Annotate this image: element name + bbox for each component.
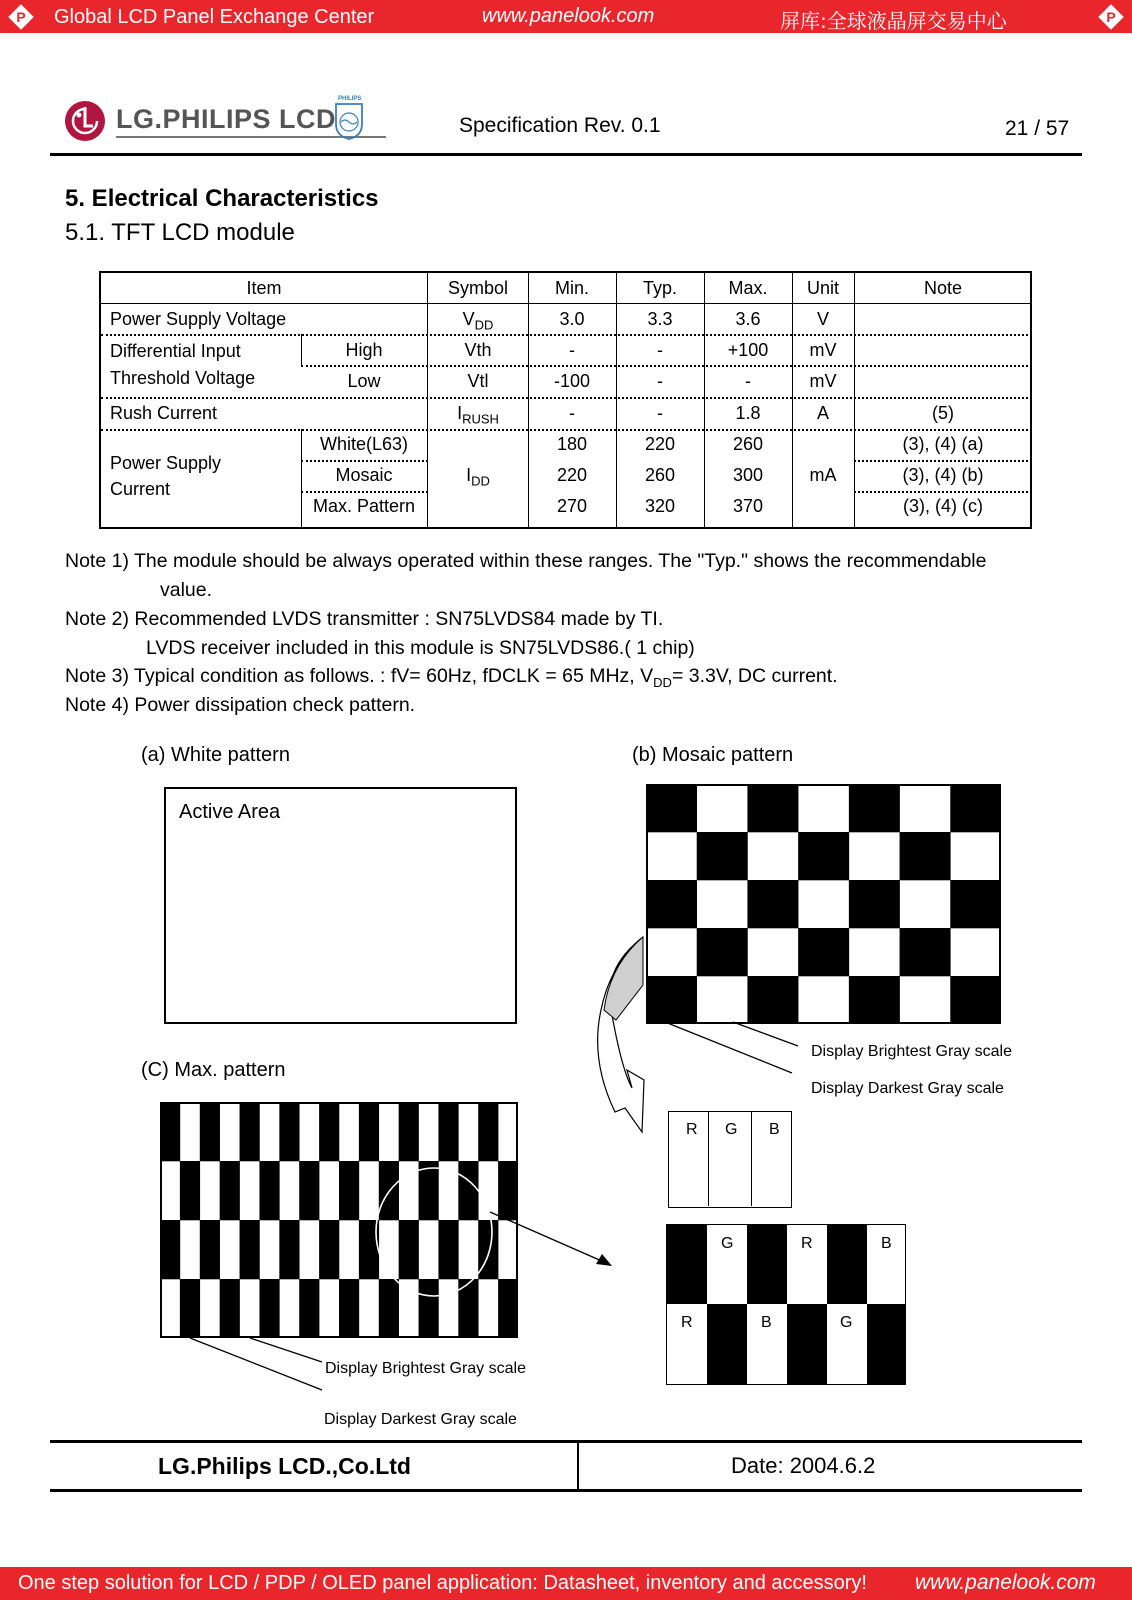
max-pattern-label: (C) Max. pattern bbox=[141, 1059, 286, 1081]
banner-url-link[interactable]: www.panelook.com bbox=[482, 5, 655, 27]
rgb-detail-grid bbox=[666, 1224, 906, 1385]
pattern-cell bbox=[747, 784, 798, 832]
footer-date: Date: 2004.6.2 bbox=[731, 1453, 876, 1478]
table-cell: mV bbox=[809, 371, 837, 391]
pattern-cell bbox=[798, 832, 849, 880]
logo-text: LG.PHILIPS LCD bbox=[116, 104, 337, 134]
row-rush-current-item: Rush Current bbox=[110, 403, 218, 423]
leader-line bbox=[190, 1338, 322, 1390]
table-cell: (3), (4) (b) bbox=[902, 465, 984, 485]
table-cell: Mosaic bbox=[335, 465, 393, 485]
pattern-cell bbox=[299, 1161, 319, 1220]
pattern-cell bbox=[319, 1102, 339, 1161]
table-cell: - bbox=[569, 403, 575, 423]
page-number: 21 / 57 bbox=[1005, 117, 1070, 140]
pattern-cell bbox=[180, 1279, 200, 1338]
footer-top-rule bbox=[50, 1440, 1082, 1443]
col-header-item: Item bbox=[246, 278, 282, 298]
table-cell: Vth bbox=[464, 340, 492, 360]
col-header-min: Min. bbox=[554, 278, 590, 298]
row-rush-current-symbol: $I_{RUSH}$ bbox=[457, 403, 499, 427]
lg-philips-logo bbox=[64, 98, 374, 149]
mosaic-pattern bbox=[646, 784, 1001, 1024]
row-power-supply-voltage-item: Power Supply Voltage bbox=[110, 309, 287, 329]
footer-company: LG.Philips LCD.,Co.Ltd bbox=[158, 1453, 411, 1479]
pattern-cell bbox=[160, 1102, 180, 1161]
table-cell: - bbox=[657, 403, 663, 423]
mosaic-brightest-label: Display Brightest Gray scale bbox=[811, 1043, 1012, 1060]
pattern-cell bbox=[747, 976, 798, 1024]
banner-site-name: Global LCD Panel Exchange Center bbox=[54, 6, 375, 28]
pattern-cell bbox=[950, 976, 1001, 1024]
electrical-characteristics-table bbox=[99, 271, 1032, 529]
table-cell: Low bbox=[347, 371, 381, 391]
row-power-supply-current-line2: Current bbox=[110, 479, 171, 499]
panelook-logo-icon bbox=[7, 3, 35, 31]
footer-divider bbox=[577, 1441, 579, 1490]
table-cell: High bbox=[345, 340, 383, 360]
grid-label: R bbox=[801, 1235, 813, 1252]
subpixel-b-label: B bbox=[769, 1121, 780, 1138]
row-power-supply-current-line1: Power Supply bbox=[110, 453, 222, 473]
table-cell: 300 bbox=[732, 465, 764, 485]
max-pattern bbox=[160, 1102, 518, 1338]
table-cell: 180 bbox=[556, 434, 588, 454]
bottom-banner-text: One step solution for LCD / PDP / OLED panel application: Datasheet, inventory and accessory! bbox=[18, 1572, 867, 1594]
pattern-cell bbox=[849, 976, 900, 1024]
philips-shield-icon bbox=[333, 98, 365, 140]
col-header-typ: Typ. bbox=[642, 278, 678, 298]
table-cell: A bbox=[816, 403, 830, 423]
pattern-cell bbox=[950, 880, 1001, 928]
arrow-head-icon bbox=[596, 1254, 612, 1266]
active-area-label: Active Area bbox=[179, 801, 281, 823]
banner-chinese-text: 屏库:全球液晶屏交易中心 bbox=[780, 9, 1007, 33]
pattern-cell bbox=[697, 832, 748, 880]
pattern-cell bbox=[220, 1161, 240, 1220]
max-darkest-label: Display Darkest Gray scale bbox=[324, 1411, 517, 1428]
pattern-cell bbox=[259, 1161, 279, 1220]
table-cell: Vtl bbox=[467, 371, 489, 391]
pattern-cell bbox=[458, 1161, 478, 1220]
table-cell: 3.6 bbox=[735, 309, 761, 329]
header-rule bbox=[50, 153, 1082, 156]
pattern-cell bbox=[240, 1102, 260, 1161]
table-cell: -100 bbox=[553, 371, 591, 391]
max-brightest-label: Display Brightest Gray scale bbox=[325, 1360, 526, 1377]
grid-label: R bbox=[681, 1314, 693, 1331]
pattern-cell bbox=[419, 1279, 439, 1338]
mosaic-darkest-label: Display Darkest Gray scale bbox=[811, 1080, 1004, 1097]
pattern-cell bbox=[379, 1279, 399, 1338]
pattern-cell bbox=[160, 1220, 180, 1279]
pattern-cell bbox=[359, 1102, 379, 1161]
pattern-cell bbox=[438, 1220, 458, 1279]
pattern-cell bbox=[747, 880, 798, 928]
svg-text:P: P bbox=[16, 9, 26, 25]
pattern-cell bbox=[849, 784, 900, 832]
pattern-cell bbox=[240, 1220, 260, 1279]
pattern-cell bbox=[299, 1279, 319, 1338]
logo-philips-small: PHILIPS bbox=[338, 96, 362, 102]
pattern-cell bbox=[478, 1102, 498, 1161]
pattern-cell bbox=[697, 928, 748, 976]
pattern-cell bbox=[950, 784, 1001, 832]
table-cell: White(L63) bbox=[319, 434, 409, 454]
table-cell: - bbox=[657, 371, 663, 391]
table-cell: (5) bbox=[932, 403, 954, 423]
row-power-supply-voltage-symbol: $V_{DD}$ bbox=[462, 309, 494, 333]
table-cell: - bbox=[569, 340, 575, 360]
pattern-cell bbox=[438, 1102, 458, 1161]
pattern-cell bbox=[478, 1220, 498, 1279]
pattern-cell bbox=[849, 880, 900, 928]
panelook-logo-icon bbox=[1097, 3, 1125, 31]
mosaic-pattern-label: (b) Mosaic pattern bbox=[632, 744, 794, 766]
pattern-cell bbox=[900, 928, 951, 976]
pattern-cell bbox=[379, 1161, 399, 1220]
row-power-supply-current-symbol: $I_{DD}$ bbox=[466, 465, 490, 489]
curved-arrow-icon bbox=[598, 937, 644, 1132]
pattern-border bbox=[647, 785, 1000, 1023]
note-2-cont: LVDS receiver included in this module is SN75LVDS86.( 1 chip) bbox=[146, 637, 695, 659]
svg-text:P: P bbox=[1106, 9, 1116, 25]
table-cell: 370 bbox=[732, 496, 764, 516]
footer-bottom-rule bbox=[50, 1489, 1082, 1492]
top-banner bbox=[0, 0, 1132, 33]
table-cell: 260 bbox=[732, 434, 764, 454]
note-1: Note 1) The module should be always operated within these ranges. The "Typ." shows the recommendable bbox=[65, 550, 987, 572]
rgb-subpixel-box bbox=[668, 1111, 792, 1208]
pattern-cell bbox=[220, 1279, 240, 1338]
row-threshold-item-line2: Threshold Voltage bbox=[110, 368, 256, 388]
table-cell: 3.3 bbox=[647, 309, 673, 329]
grid-label: G bbox=[840, 1314, 853, 1331]
bottom-banner-url-link[interactable]: www.panelook.com bbox=[915, 1571, 1096, 1594]
table-cell: 220 bbox=[644, 434, 676, 454]
pattern-cell bbox=[279, 1220, 299, 1279]
section-subtitle: 5.1. TFT LCD module bbox=[65, 219, 295, 246]
pattern-cell bbox=[419, 1161, 439, 1220]
spec-revision: Specification Rev. 0.1 bbox=[459, 114, 661, 137]
leader-line bbox=[250, 1338, 322, 1362]
table-cell: mA bbox=[809, 465, 837, 485]
pattern-cell bbox=[339, 1279, 359, 1338]
grid-label: B bbox=[881, 1235, 892, 1252]
pattern-cell bbox=[399, 1220, 419, 1279]
table-cell: +100 bbox=[727, 340, 769, 360]
note-4: Note 4) Power dissipation check pattern. bbox=[65, 694, 416, 716]
leader-line bbox=[665, 1022, 792, 1073]
pattern-cell bbox=[339, 1161, 359, 1220]
note-1-cont: value. bbox=[160, 579, 213, 601]
pattern-cell bbox=[200, 1220, 220, 1279]
section-title: 5. Electrical Characteristics bbox=[65, 185, 379, 212]
pattern-cell bbox=[359, 1220, 379, 1279]
table-cell: (3), (4) (a) bbox=[902, 434, 984, 454]
pattern-cell bbox=[798, 928, 849, 976]
pattern-cell bbox=[200, 1102, 220, 1161]
table-cell: 320 bbox=[644, 496, 676, 516]
pattern-cell bbox=[180, 1161, 200, 1220]
table-cell: (3), (4) (c) bbox=[903, 496, 983, 516]
row-threshold-item-line1: Differential Input bbox=[110, 341, 241, 361]
table-cell: - bbox=[657, 340, 663, 360]
table-cell: 1.8 bbox=[735, 403, 761, 423]
pattern-cell bbox=[319, 1220, 339, 1279]
pattern-cell bbox=[458, 1279, 478, 1338]
pattern-cell bbox=[900, 832, 951, 880]
table-cell: 270 bbox=[556, 496, 588, 516]
pattern-cell bbox=[279, 1102, 299, 1161]
grid-label: B bbox=[761, 1314, 772, 1331]
subpixel-r-label: R bbox=[686, 1121, 698, 1138]
note-3: Note 3) Typical condition as follows. : fV= 60Hz, fDCLK = 65 MHz, $V_{DD}= 3.3V$, DC current. bbox=[65, 665, 838, 690]
bottom-banner bbox=[0, 1567, 1132, 1600]
table-cell: 220 bbox=[556, 465, 588, 485]
col-header-note: Note bbox=[923, 278, 963, 298]
table-cell: Max. Pattern bbox=[312, 496, 416, 516]
table-cell: mV bbox=[809, 340, 837, 360]
col-header-symbol: Symbol bbox=[447, 278, 509, 298]
pattern-cell bbox=[498, 1279, 518, 1338]
pattern-cell bbox=[498, 1161, 518, 1220]
note-2: Note 2) Recommended LVDS transmitter : SN75LVDS84 made by TI. bbox=[65, 608, 664, 630]
table-cell: 3.0 bbox=[559, 309, 585, 329]
white-pattern-label: (a) White pattern bbox=[141, 744, 290, 766]
grid-label: G bbox=[721, 1235, 734, 1252]
pattern-cell bbox=[646, 784, 697, 832]
pattern-cell bbox=[259, 1279, 279, 1338]
pattern-cell bbox=[646, 880, 697, 928]
leader-line bbox=[733, 1022, 798, 1046]
table-cell: 260 bbox=[644, 465, 676, 485]
col-header-unit: Unit bbox=[806, 278, 840, 298]
table-cell: V bbox=[816, 309, 830, 329]
table-cell: - bbox=[745, 371, 751, 391]
subpixel-g-label: G bbox=[725, 1121, 738, 1138]
col-header-max: Max. bbox=[728, 278, 768, 298]
pattern-cell bbox=[399, 1102, 419, 1161]
pattern-cell bbox=[646, 976, 697, 1024]
